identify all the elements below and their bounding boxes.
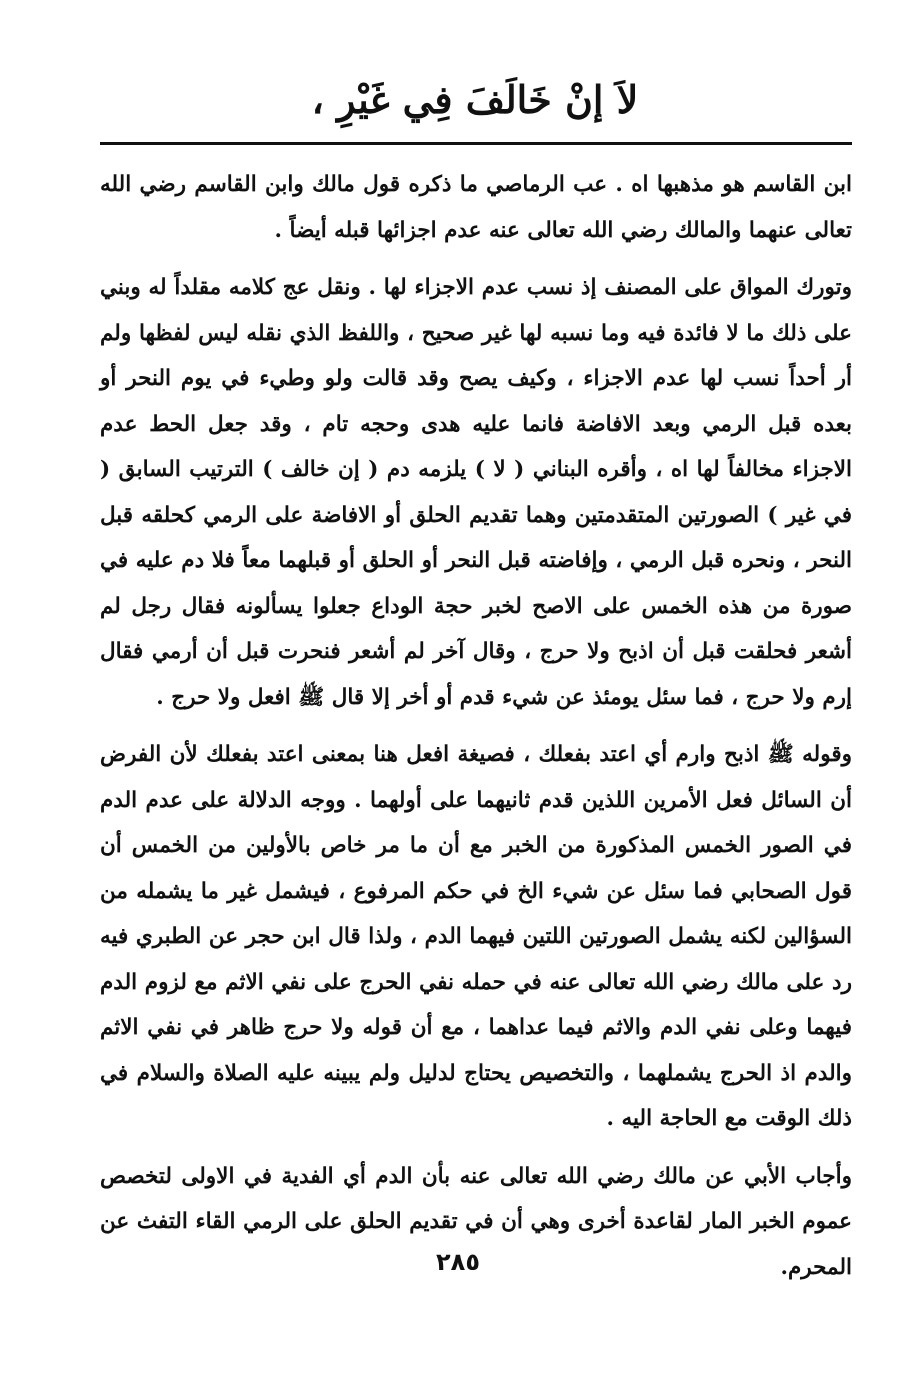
- running-header: لاَ إنْ خَالَفَ فِي غَيْرِ ،: [311, 77, 639, 122]
- page-body: [100, 162, 852, 1302]
- header-rule: [100, 142, 852, 145]
- paragraph-3: وقوله ﷺ اذبح وارم أي اعتد بفعلك ، فصيغة افعل هنا بمعنى اعتد بفعلك لأن الفرض أن السائل فعل الأمرين اللذين قدم ثانيهما على أولهما . ووجه الدلالة على عدم الدم في الصور الخمس المذكورة من الخبر مع أن ما مر خاص بالأولين من الخمس أن قول الصحابي فما سئل عن شيء الخ في حكم المرفوع ، فيشمل غير ما يشمله من السؤالين لكنه يشمل الصورتين اللتين فيهما الدم ، ولذا قال ابن حجر عن الطبري فيه رد على مالك رضي الله تعالى عنه في حمله نفي الحرج على نفي الاثم مع لزوم الدم فيهما وعلى نفي الدم والاثم فيما عداهما ، مع أن قوله ولا حرج ظاهر في نفي الاثم والدم اذ الحرج يشملهما ، والتخصيص يحتاج لدليل ولم يبينه عليه الصلاة والسلام في ذلك الوقت مع الحاجة اليه .: [100, 742, 852, 1131]
- paragraph-1: ابن القاسم هو مذهبها اه . عب الرماصي ما ذكره قول مالك وابن القاسم رضي الله تعالى عنهما والمالك رضي الله تعالى عنه عدم اجزائها قبله أيضاً .: [100, 172, 852, 243]
- paragraph-4: وأجاب الأبي عن مالك رضي الله تعالى عنه بأن الدم أي الفدية في الاولى لتخصص عموم الخبر المار لقاعدة أخرى وهي أن في تقديم الحلق على الرمي القاء التفث عن المحرم.: [100, 1163, 852, 1280]
- page-number: ٢٨٥: [436, 1248, 480, 1276]
- paragraph-2: وتورك المواق على المصنف إذ نسب عدم الاجزاء لها . ونقل عج كلامه مقلداً له وبني على ذلك ما لا فائدة فيه وما نسبه لها غير صحيح ، واللفظ الذي نقله ليس لفظها ولم أر أحداً نسب لها عدم الاجزاء ، وكيف يصح وقد قالت ولو وطيء في يوم النحر أو بعده قبل الرمي وبعد الافاضة فانما عليه هدى وحجه تام ، وقد جعل الحط عدم الاجزاء مخالفاً لها اه ، وأقره البناني ( لا ) يلزمه دم ( إن خالف ) الترتيب السابق ( في غير ) الصورتين المتقدمتين وهما تقديم الحلق أو الافاضة على الرمي كحلقه قبل النحر ، ونحره قبل الرمي ، وإفاضته قبل النحر أو الحلق أو قبلهما معاً فلا دم عليه في صورة من هذه الخمس على الاصح لخبر حجة الوداع جعلوا يسألونه فقال رجل لم أشعر فحلقت قبل أن اذبح ولا حرج ، وقال آخر لم أشعر فنحرت قبل أن أرمي فقال إرم ولا حرج ، فما سئل يومئذ عن شيء قدم أو أخر إلا قال ﷺ افعل ولا حرج .: [100, 275, 852, 710]
